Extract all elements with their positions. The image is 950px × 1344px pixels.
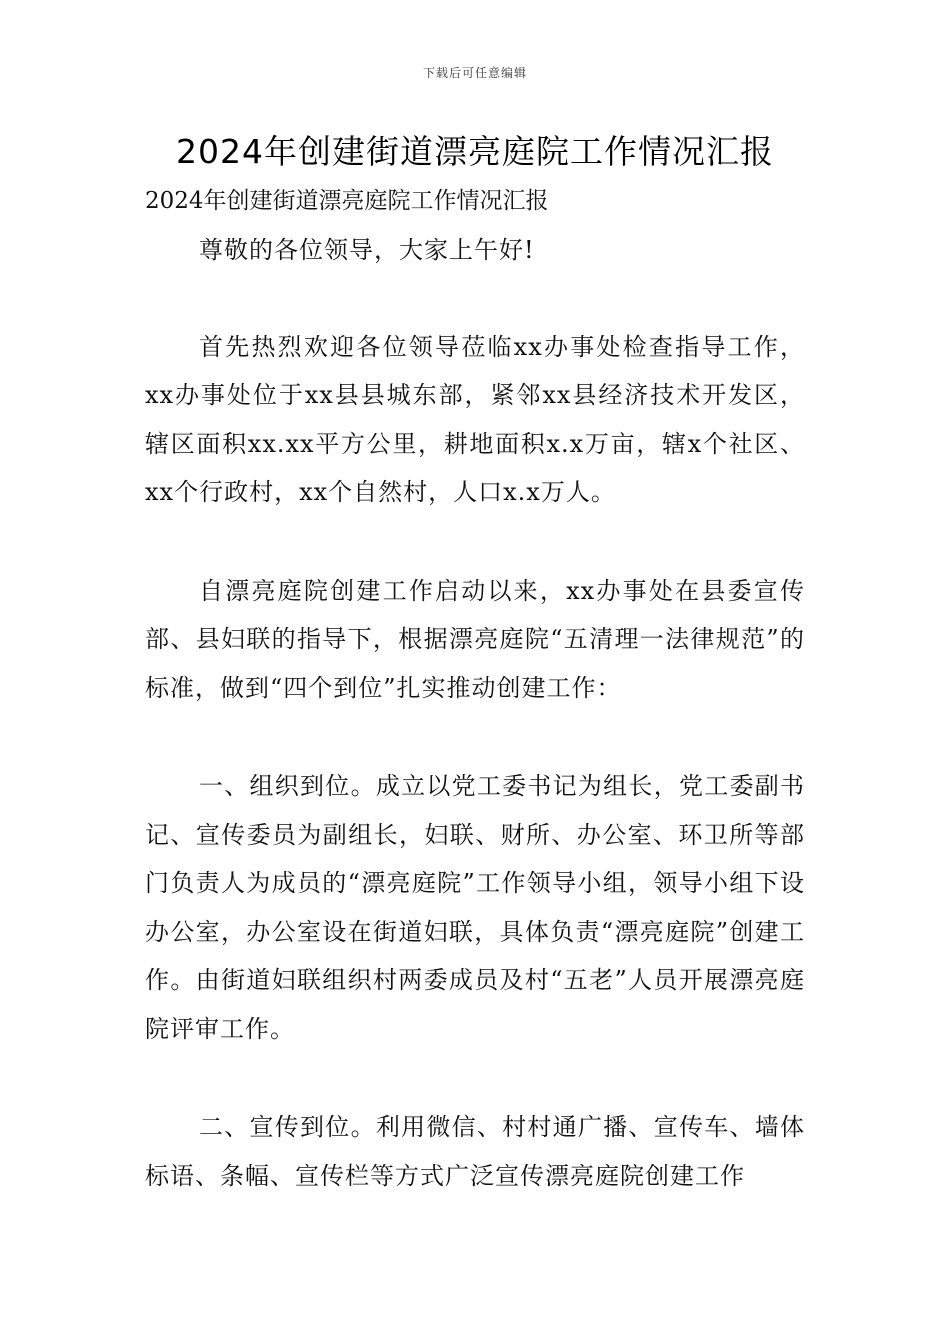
paragraph-publicity: 二、宣传到位。利用微信、村村通广播、宣传车、墙体标语、条幅、宣传栏等方式广泛宣传漂亮庭院创建工作 — [145, 1113, 805, 1190]
paragraph-intro: 自漂亮庭院创建工作启动以来，xx办事处在县委宣传部、县妇联的指导下，根据漂亮庭院“五清理一法律规范”的标准，做到“四个到位”扎实推动创建工作： — [145, 576, 805, 702]
paragraph-overview: 首先热烈欢迎各位领导莅临xx办事处检查指导工作，xx办事处位于xx县县城东部，紧邻xx县经济技术开发区，辖区面积xx.xx平方公里，耕地面积x.x万亩，辖x个社区、xx个行政村，xx个自然村，人口x.x万人。 — [145, 332, 805, 506]
document-body — [145, 226, 805, 1250]
paragraph-organization: 一、组织到位。成立以党工委书记为组长，党工委副书记、宣传委员为副组长，妇联、财所、办公室、环卫所等部门负责人为成员的“漂亮庭院”工作领导小组，领导小组下设办公室，办公室设在街道妇联，具体负责“漂亮庭院”创建工作。由街道妇联组织村两委成员及村“五老”人员开展漂亮庭院评审工作。 — [145, 772, 805, 1043]
document-title: 2024年创建街道漂亮庭院工作情况汇报 — [176, 132, 774, 171]
header-note: 下载后可任意编辑 — [422, 66, 527, 80]
document-subtitle: 2024年创建街道漂亮庭院工作情况汇报 — [145, 188, 549, 214]
paragraph-greeting: 尊敬的各位领导，大家上午好! — [199, 236, 535, 264]
